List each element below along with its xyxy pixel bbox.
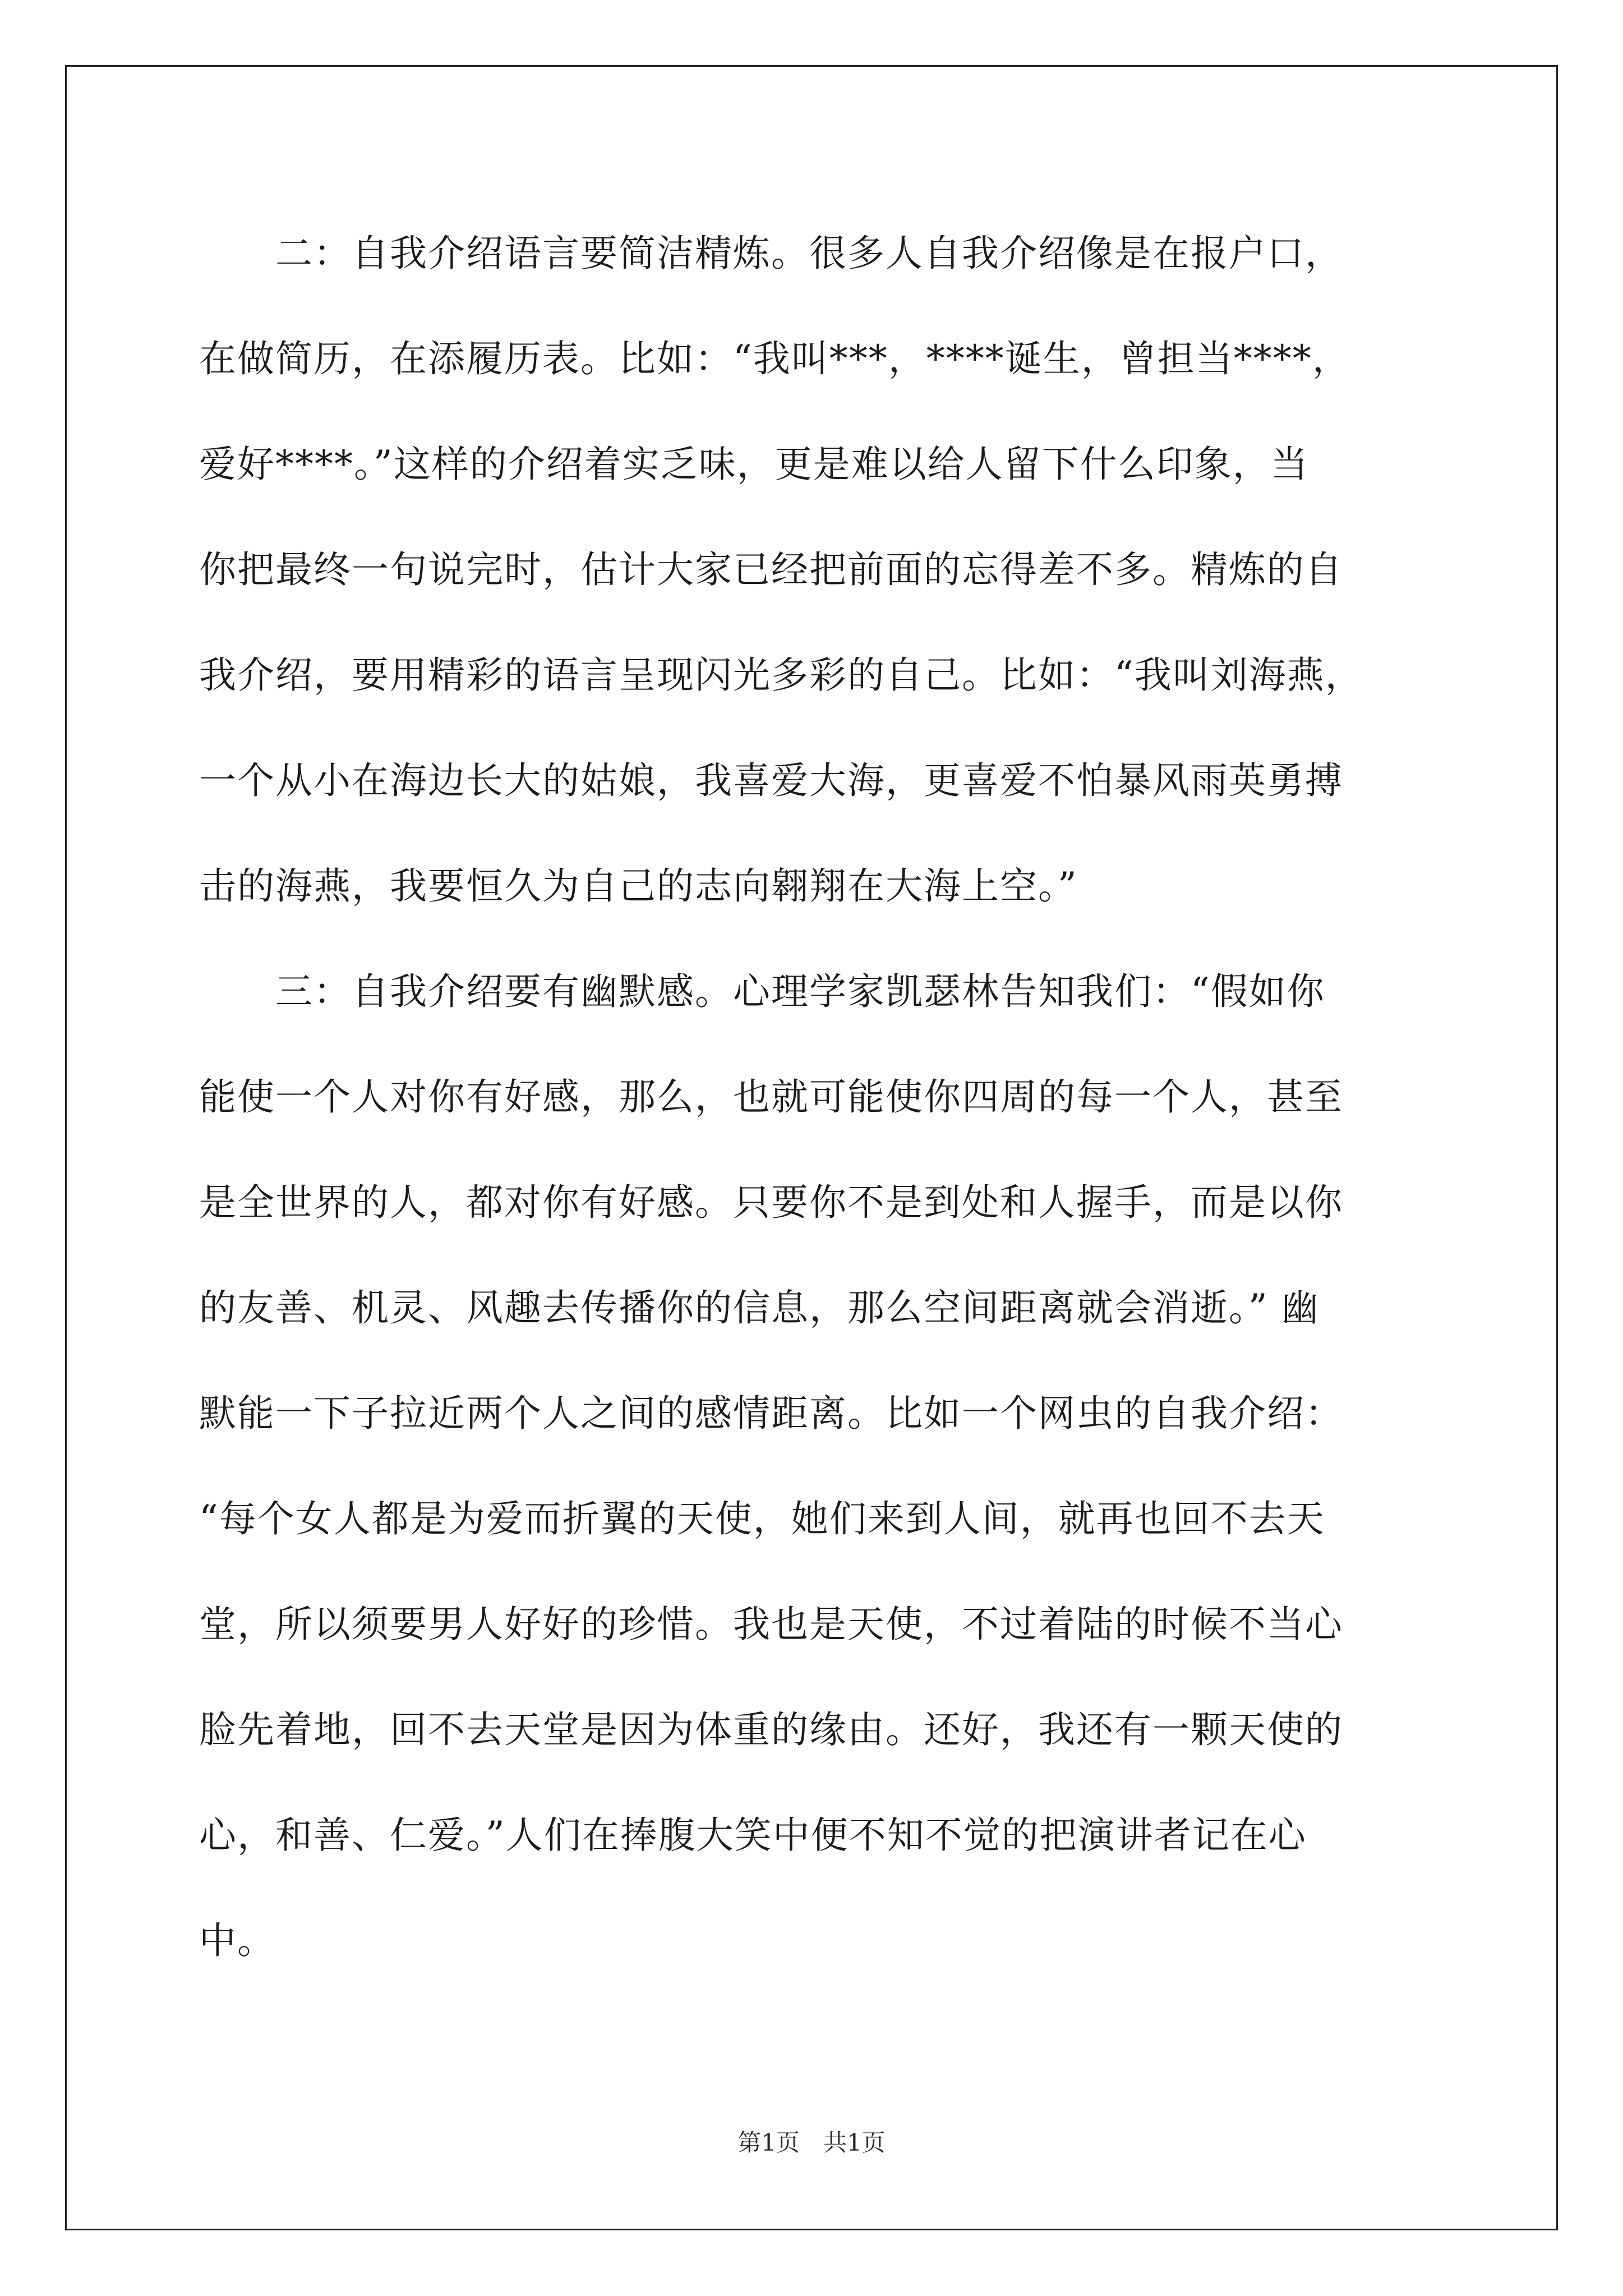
paragraph-line: 的友善、机灵、风趣去传播你的信息，那么空间距离就会消逝。” 幽	[199, 1286, 1320, 1329]
paragraph-line: 三：自我介绍要有幽默感。心理学家凯瑟林告知我们：“假如你	[199, 970, 1325, 1013]
paragraph-line: 心，和善、仁爱。”人们在捧腹大笑中便不知不觉的把演讲者记在心	[199, 1814, 1307, 1857]
paragraph-line: 能使一个人对你有好感，那么，也就可能使你四周的每一个人，甚至	[199, 1075, 1343, 1119]
paragraph-line: 在做简历，在添履历表。比如：“我叫***，****诞生，曾担当****，	[199, 337, 1350, 380]
paragraph-line: 击的海燕，我要恒久为自己的志向翱翔在大海上空。”	[199, 864, 1078, 908]
paragraph-line: 二：自我介绍语言要简洁精炼。很多人自我介绍像是在报户口，	[199, 232, 1343, 275]
paragraph-line: 我介绍，要用精彩的语言呈现闪光多彩的自己。比如：“我叫刘海燕，	[199, 654, 1363, 697]
paragraph-line: 一个从小在海边长大的姑娘，我喜爱大海，更喜爱不怕暴风雨英勇搏	[199, 759, 1343, 802]
paragraph-line: 脸先着地，回不去天堂是因为体重的缘由。还好，我还有一颗天使的	[199, 1708, 1343, 1751]
page-number: 第1页 共1页	[737, 2129, 886, 2156]
paragraph-line: 中。	[199, 1919, 275, 1962]
paragraph-line: 是全世界的人，都对你有好感。只要你不是到处和人握手，而是以你	[199, 1181, 1343, 1224]
paragraph-line: 爱好****。”这样的介绍着实乏味，更是难以给人留下什么印象，当	[199, 443, 1309, 486]
paragraph-line: 你把最终一句说完时，估计大家已经把前面的忘得差不多。精炼的自	[199, 548, 1343, 591]
paragraph-line: “每个女人都是为爱而折翼的天使，她们来到人间，就再也回不去天	[199, 1497, 1325, 1540]
paragraph-line: 堂，所以须要男人好好的珍惜。我也是天使，不过着陆的时候不当心	[199, 1603, 1343, 1646]
page-border	[65, 65, 1558, 2230]
paragraph-line: 默能一下子拉近两个人之间的感情距离。比如一个网虫的自我介绍：	[199, 1392, 1343, 1435]
